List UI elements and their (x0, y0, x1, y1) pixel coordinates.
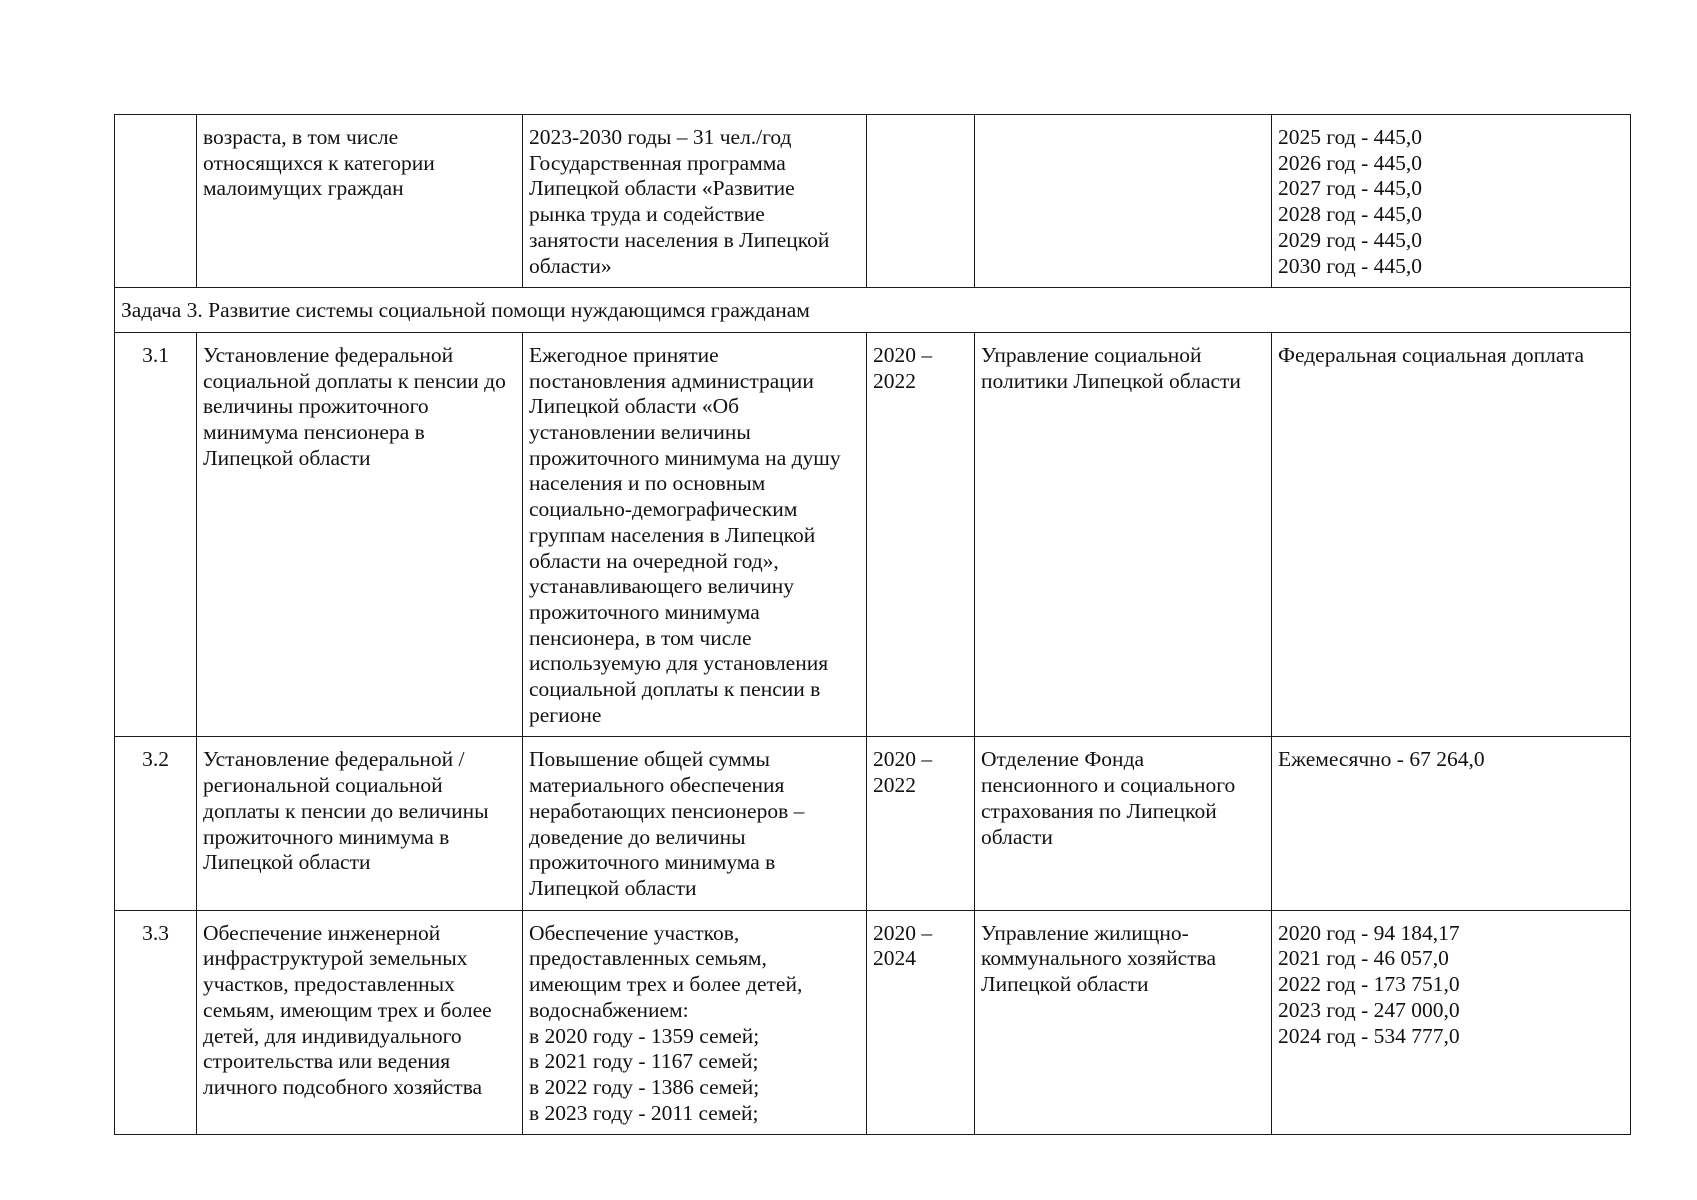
cell-number: 3.3 (115, 910, 197, 1135)
cell-text-line: 2029 год - 445,0 (1278, 227, 1423, 252)
cell-text-line: установлении величины (529, 420, 751, 445)
cell-text-line: Обеспечение инженерной (203, 920, 441, 945)
cell-text-line: малоимущих граждан (203, 176, 404, 201)
cell-text-line: 2020 – (873, 920, 933, 945)
cell-text-line: 2023-2030 годы – 31 чел./год (529, 125, 792, 149)
cell-text-line: в 2020 году - 1359 семей; (529, 1023, 760, 1048)
table-row (115, 332, 1631, 737)
cell-text-line: неработающих пенсионеров – (529, 798, 805, 823)
cell-text-line: прожиточного минимума (529, 599, 760, 624)
cell-text-line: Липецкой области «Развитие (529, 176, 795, 201)
table-row (115, 115, 1631, 288)
cell-text-line: Липецкой области (203, 850, 371, 875)
cell-period (867, 332, 975, 737)
cell-text-line: Липецкой области «Об (529, 394, 740, 419)
cell-text-line: занятости населения в Липецкой (529, 227, 830, 252)
cell-text-line: используемую для установления (529, 651, 829, 676)
cell-text-line: 2024 год - 534 777,0 (1278, 1023, 1460, 1048)
cell-text-line: материального обеспечения (529, 773, 785, 798)
cell-text-line: в 2021 году - 1167 семей; (529, 1049, 759, 1074)
cell-result (523, 115, 867, 288)
cell-text-line: страхования по Липецкой (981, 798, 1217, 823)
cell-text-line: доплаты к пенсии до величины (203, 798, 489, 823)
cell-text-line: Ежегодное принятие (529, 342, 719, 367)
cell-event (197, 737, 523, 910)
cell-text-line: Управление социальной (981, 342, 1202, 367)
cell-text-line: прожиточного минимума на душу (529, 445, 841, 470)
table-row (115, 910, 1631, 1135)
cell-text-line: 2022 (873, 368, 916, 393)
cell-text-line: Управление жилищно- (981, 920, 1189, 945)
cell-text-line: области (981, 824, 1053, 849)
cell-text-line: Отделение Фонда (981, 747, 1145, 772)
cell-text-line: 2027 год - 445,0 (1278, 176, 1423, 201)
cell-text-line: водоснабжением: (529, 997, 689, 1022)
cell-text-line: 2023 год - 247 000,0 (1278, 997, 1460, 1022)
task-heading-row (115, 288, 1631, 333)
cell-text-line: Обеспечение участков, (529, 920, 740, 945)
cell-text-line: 2020 год - 94 184,17 (1278, 920, 1460, 945)
cell-text-line: 2021 год - 46 057,0 (1278, 946, 1449, 971)
cell-text-line: 2020 – (873, 747, 933, 772)
cell-text-line: населения и по основным (529, 471, 766, 496)
cell-text-line: минимума пенсионера в (203, 420, 425, 445)
cell-text-line: устанавливающего величину (529, 574, 795, 599)
cell-text-line: 2022 (873, 773, 916, 798)
cell-text-line: Липецкой области (981, 972, 1149, 997)
cell-text-line: региональной социальной (203, 773, 443, 798)
cell-text-line: прожиточного минимума в (529, 850, 776, 875)
cell-text-line: 2025 год - 445,0 (1278, 125, 1423, 149)
cell-text-line: 2028 год - 445,0 (1278, 202, 1423, 227)
cell-text-line: относящихся к категории (203, 150, 435, 175)
cell-text-line: Повышение общей суммы (529, 747, 770, 772)
cell-executor (975, 910, 1272, 1135)
cell-executor (975, 332, 1272, 737)
cell-text-line: пенсионного и социального (981, 773, 1236, 798)
cell-text-line: Установление федеральной (203, 342, 454, 367)
cell-text-line: величины прожиточного (203, 394, 429, 419)
cell-text-line: 2024 (873, 946, 916, 971)
cell-number: 3.2 (115, 737, 197, 910)
cell-text-line: участков, предоставленных (203, 972, 455, 997)
cell-period (867, 910, 975, 1135)
cell-text-line: Установление федеральной / (203, 747, 465, 772)
cell-text-line: имеющим трех и более детей, (529, 972, 803, 997)
cell-period (867, 115, 975, 288)
cell-text-line: прожиточного минимума в (203, 824, 450, 849)
table-row (115, 737, 1631, 910)
cell-text-line: социальной доплаты к пенсии в (529, 677, 821, 702)
cell-text-line: личного подсобного хозяйства (203, 1074, 483, 1099)
cell-text-line: 2030 год - 445,0 (1278, 253, 1423, 278)
cell-text-line: Липецкой области (203, 445, 371, 470)
cell-period (867, 737, 975, 910)
cell-text-line: в 2022 году - 1386 семей; (529, 1074, 760, 1099)
cell-event (197, 910, 523, 1135)
cell-text-line: 2026 год - 445,0 (1278, 150, 1423, 175)
cell-executor (975, 737, 1272, 910)
cell-text-line: семьям, имеющим трех и более (203, 997, 492, 1022)
cell-executor (975, 115, 1272, 288)
cell-text-line: Липецкой области (529, 875, 697, 900)
cell-text-line: Федеральная социальная доплата (1278, 342, 1585, 367)
cell-text-line: 2020 – (873, 342, 933, 367)
cell-result (523, 737, 867, 910)
cell-text-line: Ежемесячно - 67 264,0 (1278, 747, 1485, 772)
cell-text-line: Государственная программа (529, 150, 786, 175)
cell-text-line: области» (529, 253, 612, 278)
cell-text-line: 2022 год - 173 751,0 (1278, 972, 1460, 997)
cell-event (197, 332, 523, 737)
cell-text-line: социально-демографическим (529, 497, 798, 522)
cell-financing (1272, 910, 1631, 1135)
program-activities-table (114, 114, 1631, 1135)
cell-text-line: социальной доплаты к пенсии до (203, 368, 506, 393)
cell-text-line: возраста, в том числе (203, 125, 399, 149)
cell-financing (1272, 737, 1631, 910)
cell-number: 3.1 (115, 332, 197, 737)
cell-text-line: коммунального хозяйства (981, 946, 1217, 971)
cell-text-line: политики Липецкой области (981, 368, 1241, 393)
cell-text-line: области на очередной год», (529, 548, 779, 573)
cell-event (197, 115, 523, 288)
table-body (115, 115, 1631, 1135)
cell-text-line: группам населения в Липецкой (529, 522, 816, 547)
cell-financing (1272, 115, 1631, 288)
cell-financing (1272, 332, 1631, 737)
cell-text-line: пенсионера, в том числе (529, 625, 752, 650)
cell-text-line: строительства или ведения (203, 1049, 451, 1074)
cell-result (523, 910, 867, 1135)
cell-text-line: предоставленных семьям, (529, 946, 767, 971)
cell-text-line: доведение до величины (529, 824, 746, 849)
cell-number (115, 115, 197, 288)
cell-result (523, 332, 867, 737)
cell-text-line: инфраструктурой земельных (203, 946, 468, 971)
cell-text-line: постановления администрации (529, 368, 814, 393)
cell-text-line: регионе (529, 702, 602, 727)
cell-text-line: детей, для индивидуального (203, 1023, 462, 1048)
cell-text-line: рынка труда и содействие (529, 202, 765, 227)
cell-text-line: в 2023 году - 2011 семей; (529, 1100, 759, 1125)
task-heading: Задача 3. Развитие системы социальной помощи нуждающимся гражданам (115, 288, 1631, 333)
